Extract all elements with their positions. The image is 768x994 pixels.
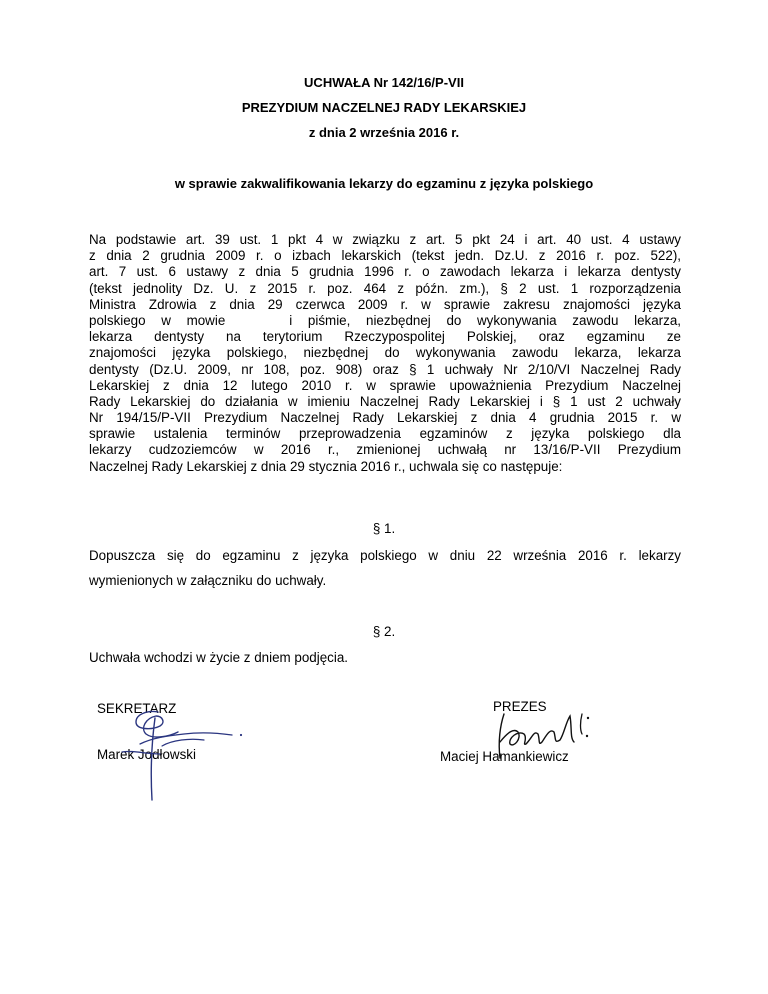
- preamble-line-split: [89, 313, 681, 329]
- preamble-line: Rady Lekarskiej do działania w imieniu Naczelnej Rady Lekarskiej i § 1 ust 2 uchwały: [89, 393, 681, 409]
- president-signature: [470, 708, 610, 768]
- preamble-line: z dnia 2 grudnia 2009 r. o izbach lekarskich (tekst jedn. Dz.U. z 2016 r. poz. 522),: [89, 248, 681, 264]
- preamble-line: lekarzy cudzoziemców w 2016 r., zmienionej uchwałą nr 13/16/P-VII Prezydium: [89, 442, 681, 458]
- preamble-line: art. 7 ust. 6 ustawy z dnia 5 grudnia 1996 r. o zawodach lekarza i lekarza dentysty: [89, 264, 681, 280]
- preamble-line: Nr 194/15/P-VII Prezydium Naczelnej Rady Lekarskiej z dnia 4 grudnia 2015 r. w: [89, 410, 681, 426]
- resolution-date: z dnia 2 września 2016 r.: [308, 125, 460, 140]
- preamble-line: Lekarskiej z dnia 12 lutego 2010 r. w sprawie upoważnienia Prezydium Naczelnej: [89, 377, 681, 393]
- section-1-mark: § 1.: [372, 521, 396, 536]
- section-2-text: Uchwała wchodzi w życie z dniem podjęcia.: [89, 650, 348, 665]
- preamble-line: Na podstawie art. 39 ust. 1 pkt 4 w związku z art. 5 pkt 24 i art. 40 ust. 4 ustawy: [89, 232, 681, 247]
- resolution-number: UCHWAŁA Nr 142/16/P-VII: [304, 75, 464, 90]
- preamble-line: Naczelnej Rady Lekarskiej z dnia 29 stycznia 2016 r., uchwala się co następuje:: [89, 458, 563, 474]
- section-1-text-line-2: wymienionych w załączniku do uchwały.: [89, 573, 327, 588]
- section-1-text-line-1: Dopuszcza się do egzaminu z języka polskiego w dniu 22 września 2016 r. lekarzy: [89, 548, 681, 563]
- resolution-subject: w sprawie zakwalifikowania lekarzy do egzaminu z języka polskiego: [174, 176, 594, 191]
- preamble-line-right: i piśmie, niezbędnej do wykonywania zawodu lekarza,: [289, 312, 682, 328]
- president-name: Maciej Hamankiewicz: [440, 749, 569, 764]
- secretary-signature: [100, 700, 250, 810]
- preamble-line-left: polskiego w mowie: [89, 312, 226, 328]
- section-2-mark: § 2.: [372, 624, 396, 639]
- preamble-line: znajomości języka polskiego, niezbędnej do wykonywania zawodu lekarza, lekarza: [89, 345, 681, 361]
- issuing-body: PREZYDIUM NACZELNEJ RADY LEKARSKIEJ: [241, 100, 527, 115]
- secretary-name: Marek Jodłowski: [97, 747, 196, 762]
- secretary-title: SEKRETARZ: [97, 701, 177, 716]
- preamble-line: sprawie ustalenia terminów przeprowadzenia egzaminów z języka polskiego dla: [89, 426, 681, 442]
- preamble-line: dentysty (Dz.U. 2009, nr 108, poz. 908) oraz § 1 uchwały Nr 2/10/VI Naczelnej Rady: [89, 361, 681, 377]
- president-title: PREZES: [493, 699, 547, 714]
- preamble-line: Ministra Zdrowia z dnia 29 czerwca 2009 r. w sprawie zakresu znajomości języka: [89, 296, 681, 312]
- preamble-line: (tekst jednolity Dz. U. z 2015 r. poz. 464 z późn. zm.), § 2 ust. 1 rozporządzenia: [89, 280, 681, 296]
- legal-basis-paragraph: [89, 232, 681, 475]
- preamble-line: lekarza dentysty na terytorium Rzeczypospolitej Polskiej, oraz egzaminu ze: [89, 329, 681, 345]
